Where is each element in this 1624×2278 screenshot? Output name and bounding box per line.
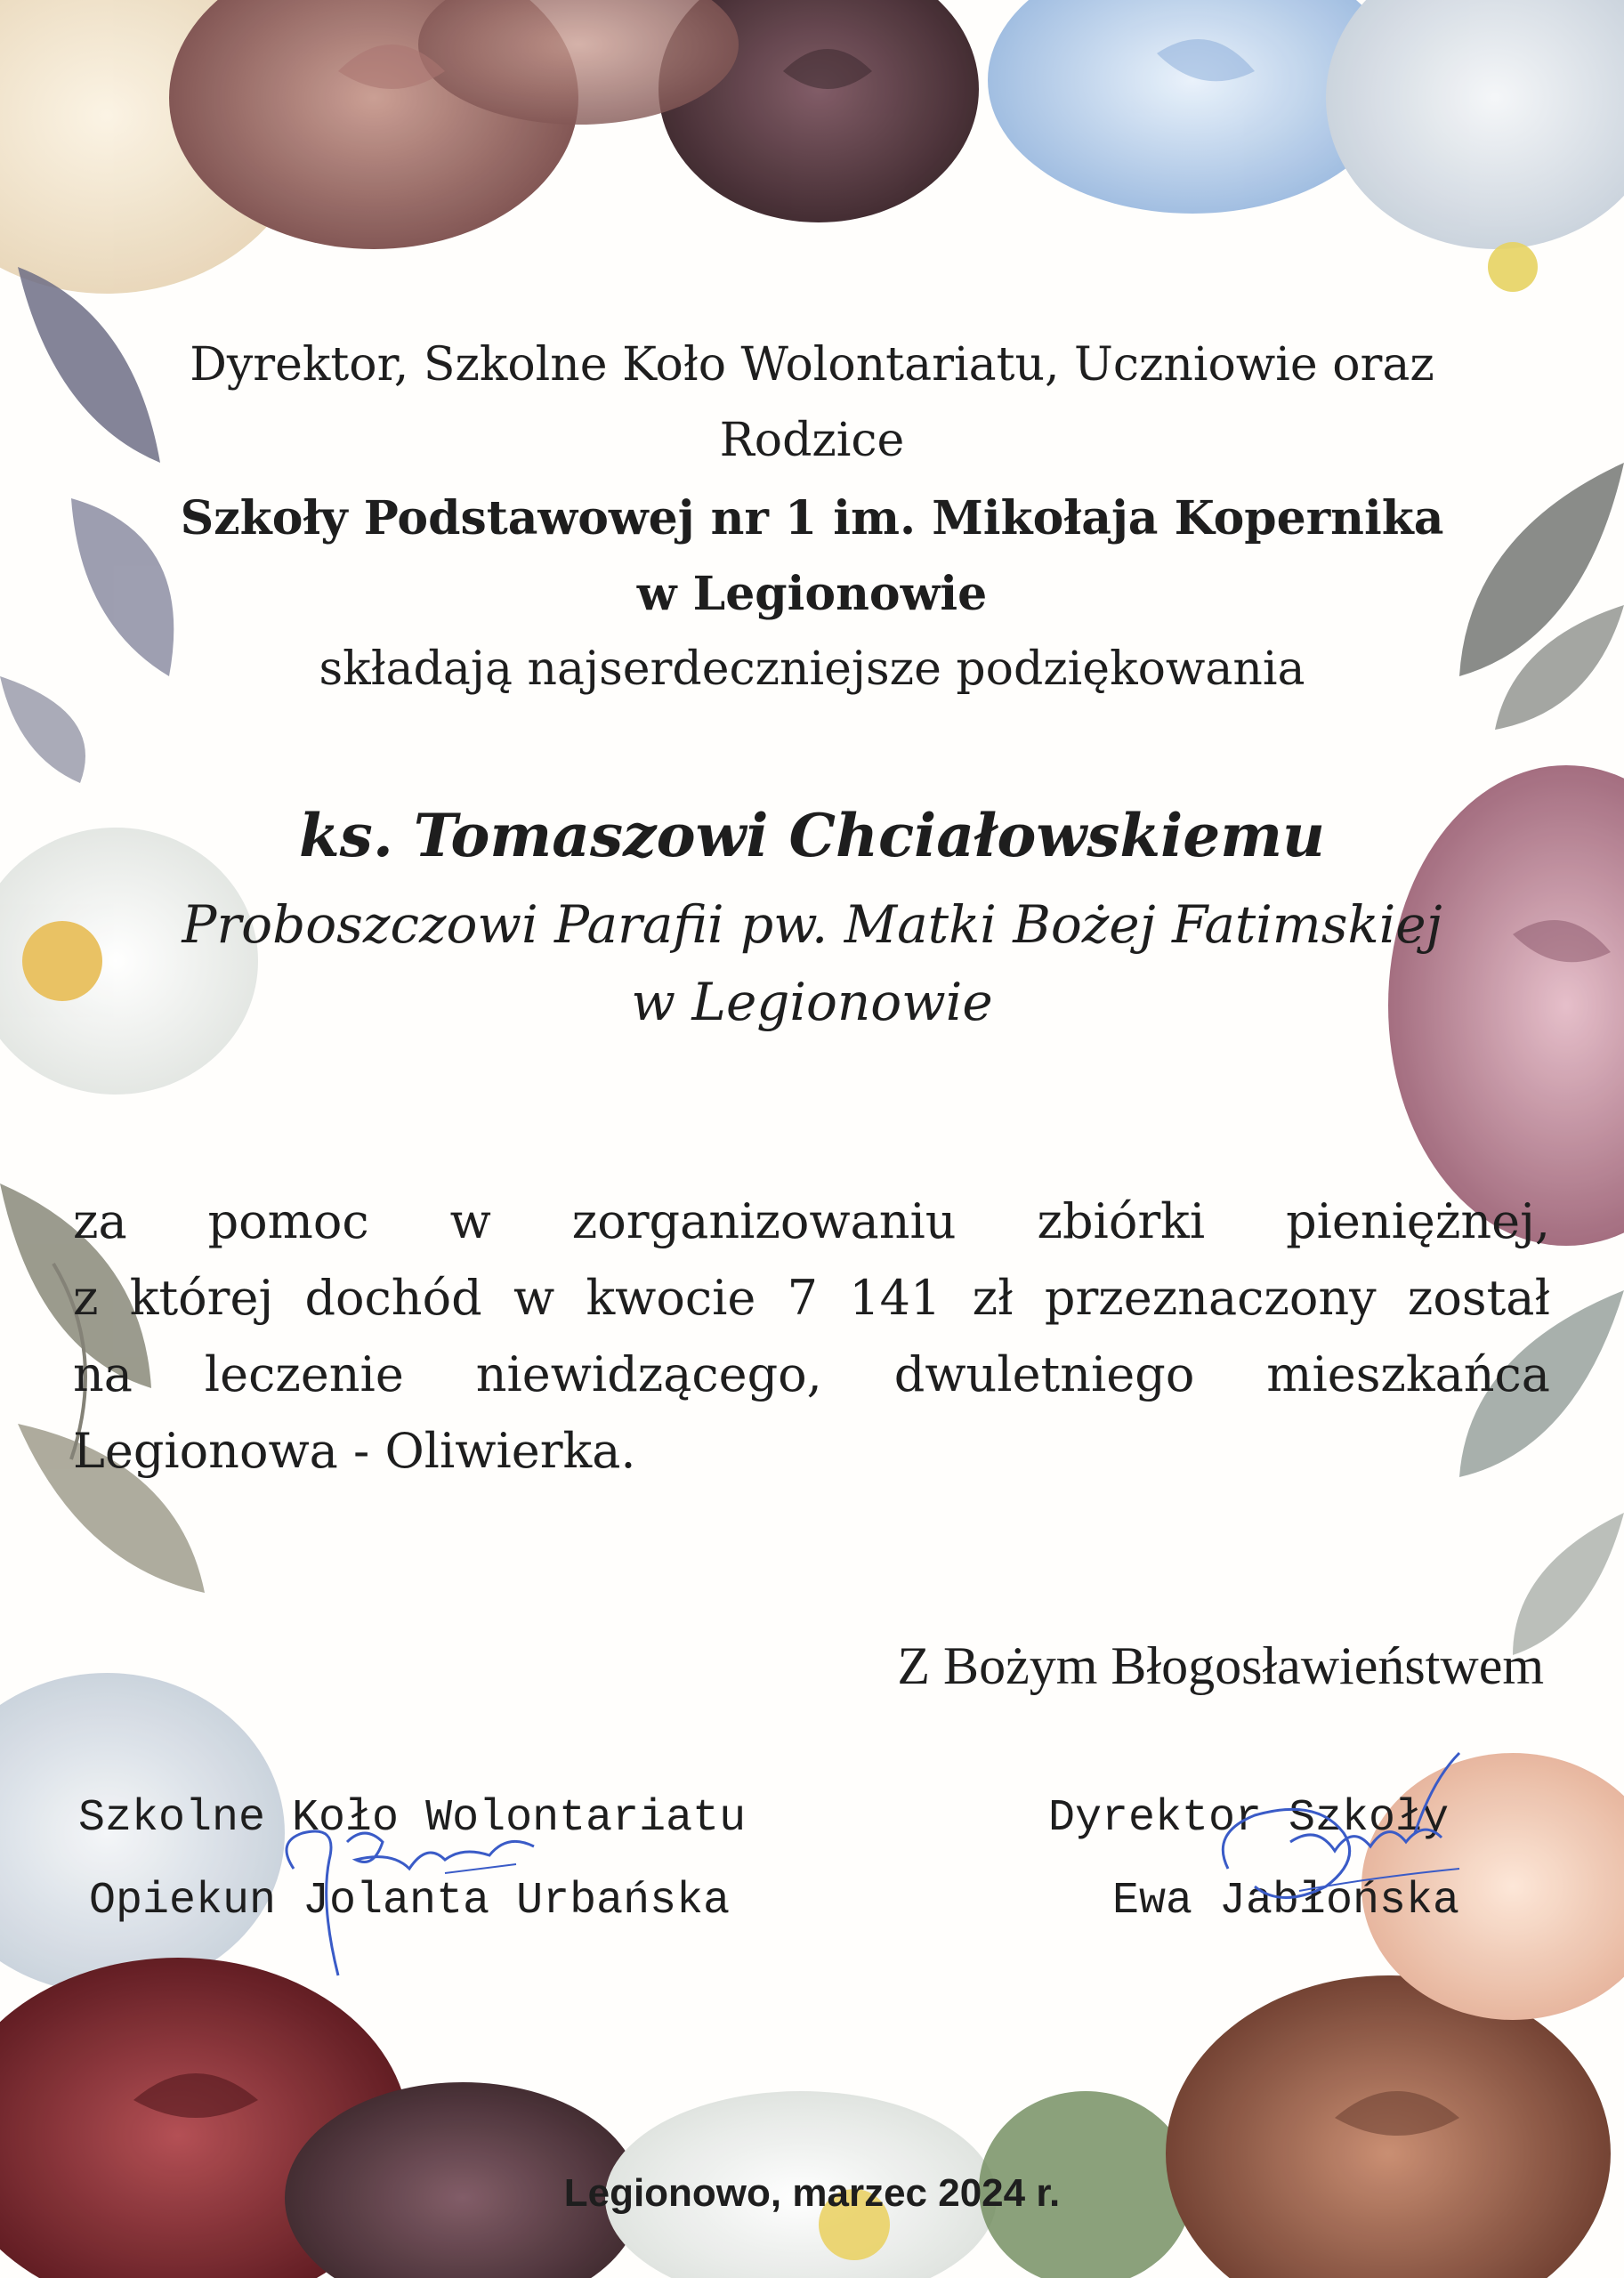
recipient-name: ks. Tomaszowi Chciałowskiemu — [298, 801, 1326, 870]
right-signature-title: Dyrektor Szkoły — [1048, 1793, 1450, 1844]
header-thanks-line: składają najserdeczniejsze podziękowania — [319, 642, 1305, 696]
body-line-1: za pomoc w zorganizowaniu zbiórki pieniężnej, — [73, 1193, 1550, 1249]
body-line-2: z której dochód w kwocie 7 141 zł przeznaczony został — [73, 1270, 1550, 1326]
right-signature-name: Ewa Jabłońska — [1112, 1876, 1460, 1927]
left-signature-name: Opiekun Jolanta Urbańska — [89, 1876, 731, 1927]
left-signature-title: Szkolne Koło Wolontariatu — [78, 1793, 747, 1844]
school-name-line-1: Szkoły Podstawowej nr 1 im. Mikołaja Kopernika — [180, 491, 1444, 545]
school-name-line-2: w Legionowie — [636, 567, 988, 621]
header-line-1: Dyrektor, Szkolne Koło Wolontariatu, Uczniowie oraz — [190, 338, 1434, 392]
recipient-role-line-1: Proboszczowi Parafii pw. Matki Bożej Fatimskiej — [182, 894, 1442, 955]
place-and-date: Legionowo, marzec 2024 r. — [563, 2171, 1061, 2215]
left-handwritten-signature — [267, 1806, 552, 1984]
header-line-2: Rodzice — [719, 414, 905, 467]
recipient-role-line-2: w Legionowie — [631, 972, 993, 1032]
body-line-4: Legionowa - Oliwierka. — [73, 1423, 636, 1479]
blessing-text: Z Bożym Błogosławieństwem — [897, 1636, 1544, 1695]
right-handwritten-signature — [1192, 1735, 1495, 1940]
body-paragraph — [73, 1183, 1550, 1490]
body-line-3: na leczenie niewidzącego, dwuletniego mieszkańca — [73, 1346, 1550, 1402]
